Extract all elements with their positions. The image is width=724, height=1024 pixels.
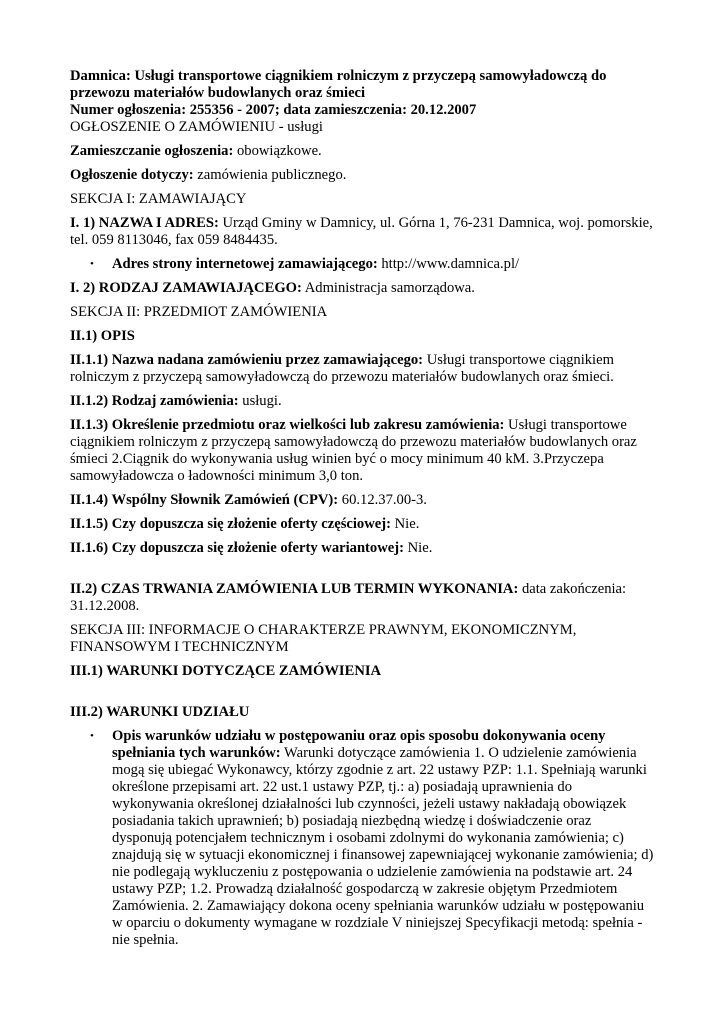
order-name-value: Usługi transportowe ciągnikiem rolniczym z przyczepą samowyładowczą do przewozu materiałów budowlanych oraz śmieci. <box>70 352 614 385</box>
bullet-icon: • <box>90 730 94 742</box>
contracting-type-paragraph <box>70 280 654 297</box>
concerns-value: zamówienia publicznego. <box>193 167 347 183</box>
duration-paragraph <box>70 581 654 615</box>
scope-label: II.1.3) Określenie przedmiotu oraz wielkości lub zakresu zamówienia: <box>70 417 505 433</box>
contracting-type-value: Administracja samorządowa. <box>301 280 475 296</box>
name-address-value: Urząd Gminy w Damnicy, ul. Górna 1, 76-231 Damnica, woj. pomorskie, tel. 059 8113046, fax 059 8484435. <box>70 215 653 248</box>
website-label: Adres strony internetowej zamawiającego: <box>112 256 378 272</box>
placement-label: Zamieszczanie ogłoszenia: <box>70 143 234 159</box>
order-kind-value: usługi. <box>238 393 282 409</box>
notice-title-line2: przewozu materiałów budowlanych oraz śmieci <box>70 85 366 101</box>
name-address-paragraph <box>70 215 654 249</box>
concerns-label: Ogłoszenie dotyczy: <box>70 167 194 183</box>
notice-title <box>70 68 654 119</box>
cpv-label: II.1.4) Wspólny Słownik Zamówień (CPV): <box>70 492 339 508</box>
order-kind-label: II.1.2) Rodzaj zamówienia: <box>70 393 239 409</box>
cpv-value: 60.12.37.00-3. <box>338 492 427 508</box>
duration-label: II.2) CZAS TRWANIA ZAMÓWIENIA LUB TERMIN WYKONANIA: <box>70 581 519 597</box>
name-address-label: I. 1) NAZWA I ADRES: <box>70 215 219 231</box>
cpv-paragraph <box>70 492 654 509</box>
list-item <box>70 728 654 949</box>
spacer <box>70 687 654 704</box>
duration-value: data zakończenia: 31.12.2008. <box>70 581 627 614</box>
order-name-label: II.1.1) Nazwa nadana zamówieniu przez zamawiającego: <box>70 352 424 368</box>
website-list <box>70 256 654 273</box>
notice-title-line1: Damnica: Usługi transportowe ciągnikiem rolniczym z przyczepą samowyładowczą do <box>70 68 607 84</box>
partial-offer-paragraph <box>70 516 654 533</box>
concerns-paragraph <box>70 167 654 184</box>
participation-desc-label: Opis warunków udziału w postępowaniu oraz opis sposobu dokonywania oceny spełniania tych warunków: <box>112 728 606 761</box>
description-heading: II.1) OPIS <box>70 328 135 344</box>
order-kind-paragraph <box>70 393 654 410</box>
list-item <box>70 256 654 273</box>
scope-paragraph <box>70 417 654 485</box>
section3-heading: SEKCJA III: INFORMACJE O CHARAKTERZE PRAWNYM, EKONOMICZNYM, FINANSOWYM I TECHNICZNYM <box>70 622 577 655</box>
notice-type: OGŁOSZENIE O ZAMÓWIENIU - usługi <box>70 119 323 135</box>
website-link[interactable]: http://www.damnica.pl/ <box>377 256 520 272</box>
placement-paragraph <box>70 143 654 160</box>
variant-offer-value: Nie. <box>403 540 433 556</box>
participation-heading: III.2) WARUNKI UDZIAŁU <box>70 704 250 720</box>
section2-heading: SEKCJA II: PRZEDMIOT ZAMÓWIENIA <box>70 304 328 320</box>
partial-offer-label: II.1.5) Czy dopuszcza się złożenie oferty częściowej: <box>70 516 391 532</box>
participation-list <box>70 728 654 949</box>
variant-offer-paragraph <box>70 540 654 557</box>
spacer <box>70 564 654 581</box>
order-name-paragraph <box>70 352 654 386</box>
conditions-heading: III.1) WARUNKI DOTYCZĄCE ZAMÓWIENIA <box>70 663 382 679</box>
scope-value: Usługi transportowe ciągnikiem rolniczym z przyczepą samowyładowczą do przewozu materiałów budowlanych oraz śmieci 2.Ciągnik do wykonywania usług winien być o mocy minimum 40 kM. 3.Przyczepa samowyładowcza o ładowności minimum 3,0 ton. <box>70 417 637 484</box>
placement-value: obowiązkowe. <box>233 143 322 159</box>
section1-heading: SEKCJA I: ZAMAWIAJĄCY <box>70 191 247 207</box>
contracting-type-label: I. 2) RODZAJ ZAMAWIAJĄCEGO: <box>70 280 302 296</box>
participation-desc-value: Warunki dotyczące zamówienia 1. O udzielenie zamówienia mogą się ubiegać Wykonawcy, którzy zgodnie z art. 22 ustawy PZP: 1.1. Spełniają warunki określone przepisami art. 22 ust.1 ustawy PZP, tj.: a) posiadają uprawnienia do wykonywania określonej działalności lub czynności, jeżeli ustawy nakładają obowiązek posiadania takich uprawnień; b) posiadają niezbędną wiedzę i doświadczenie oraz dysponują potencjałem technicznym i osobami zdolnymi do wykonania zamówienia; c) znajdują się w sytuacji ekonomicznej i finansowej zapewniającej wykonanie zamówienia; d) nie podlegają wykluczeniu z postępowania o udzielenie zamówienia na podstawie art. 24 ustawy PZP; 1.2. Prowadzą działalność gospodarczą w zakresie objętym Przedmiotem Zamówienia. 2. Zamawiający dokona oceny spełniania warunków udziału w postępowaniu w oparciu o dokumenty wymagane w rozdziale V niniejszej Specyfikacji metodą: spełnia - nie spełnia. <box>112 745 654 948</box>
bullet-icon: • <box>90 258 94 270</box>
notice-number: Numer ogłoszenia: 255356 - 2007; data zamieszczenia: 20.12.2007 <box>70 102 477 118</box>
partial-offer-value: Nie. <box>390 516 420 532</box>
variant-offer-label: II.1.6) Czy dopuszcza się złożenie oferty wariantowej: <box>70 540 404 556</box>
